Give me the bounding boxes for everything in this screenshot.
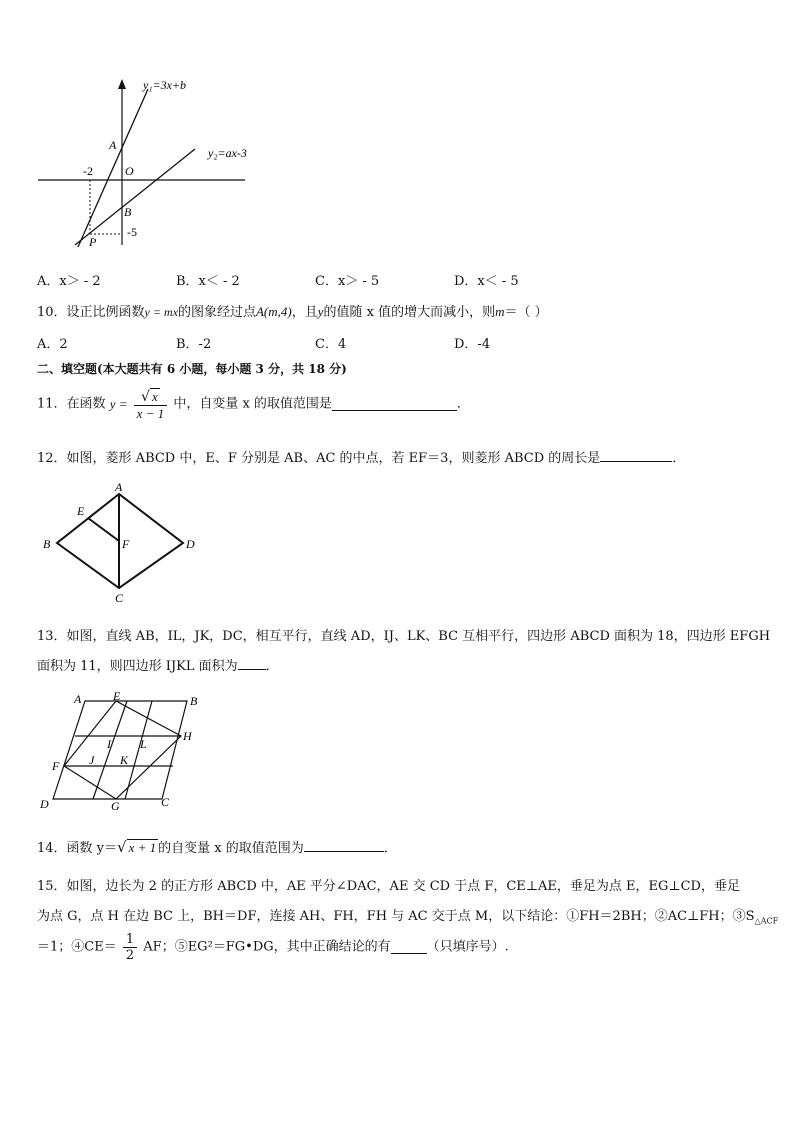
fig13-label-E: E bbox=[113, 689, 121, 703]
q9-option-b: B．x＜ - 2 bbox=[176, 274, 240, 289]
q10-text-d: 的值随 x 值的增大而减小，则 bbox=[323, 305, 496, 320]
question-12 bbox=[37, 447, 685, 466]
q11-fraction: $\frac{√ x}{x - 1}$ bbox=[134, 388, 168, 421]
label-y1: y₁=3x+b bbox=[143, 78, 187, 92]
q10-text-a: 10．设正比例函数 bbox=[37, 305, 145, 320]
q10-option-a: A．2 bbox=[37, 337, 68, 352]
label-A: A bbox=[109, 138, 117, 152]
q10-text-c: ，且 bbox=[291, 305, 318, 320]
q13-line2-text: 面积为 11，则四边形 IJKL 面积为 bbox=[37, 659, 238, 674]
question-15-line1: 15．如图，边长为 2 的正方形 ABCD 中，AE 平分∠DAC，AE 交 CD 于点 F，CE⊥AE，垂足为点 E，EG⊥CD，垂足 bbox=[37, 879, 740, 894]
q15-line2-text: 为点 G，点 H 在边 BC 上，BH＝DF，连接 AH、FH，FH 与 AC 交于点 M，以下结论：①FH＝2BH；②AC⊥FH；③S bbox=[37, 909, 755, 924]
question-15-line3 bbox=[37, 932, 509, 963]
question-15-line2 bbox=[37, 905, 778, 926]
question-13-line2 bbox=[37, 655, 279, 674]
q15-line3-b: AF；⑤EG²＝FG•DG，其中正确结论的有 bbox=[143, 939, 391, 955]
line-lk bbox=[125, 701, 152, 799]
fig13-label-C: C bbox=[161, 795, 170, 809]
q9-option-d: D．x＜ - 5 bbox=[454, 274, 519, 289]
label-minus5: -5 bbox=[127, 225, 137, 239]
fig12-label-E: E bbox=[77, 504, 85, 518]
q11-denominator: x − 1 bbox=[136, 406, 165, 421]
fig13-label-J: J bbox=[89, 753, 95, 767]
question-13-line1: 13．如图，直线 AB，IL，JK，DC，相互平行，直线 AD，IJ、LK、BC 互相平行，四边形 ABCD 面积为 18，四边形 EFGH bbox=[37, 629, 771, 644]
fig13-label-I: I bbox=[107, 737, 111, 751]
q15-line3-c: （只填序号）. bbox=[426, 939, 509, 955]
label-y2: y₂=ax-3 bbox=[208, 146, 247, 160]
fig13-label-K: K bbox=[120, 753, 129, 767]
fig13-label-H: H bbox=[183, 729, 192, 743]
q10-text-e: ＝（ ） bbox=[504, 305, 548, 320]
section-2-title: 二、填空题(本大题共有 6 小题，每小题 3 分，共 18 分) bbox=[37, 362, 347, 376]
fig13-label-B: B bbox=[190, 694, 198, 708]
q11-answer-blank[interactable] bbox=[332, 398, 457, 411]
q10-var-m: m bbox=[495, 304, 505, 319]
question-11 bbox=[37, 388, 470, 421]
q12-rhombus-figure bbox=[38, 478, 208, 608]
q11-text-b: 中，自变量 x 的取值范围是 bbox=[173, 396, 332, 412]
fig12-label-C: C bbox=[115, 591, 124, 605]
q10-text-b: 的图象经过点 bbox=[177, 305, 256, 320]
q15-fraction bbox=[123, 932, 137, 963]
fig13-label-L: L bbox=[140, 737, 147, 751]
fig12-label-B: B bbox=[43, 537, 51, 551]
question-14: 14．函数 y＝√ x + 1 的自变量 x 的取值范围为 ． bbox=[37, 838, 397, 856]
q10-point: A(m,4) bbox=[255, 304, 292, 319]
q9-option-c: C．x＞ - 5 bbox=[315, 274, 380, 289]
q10-option-c: C．4 bbox=[315, 337, 347, 352]
q14-text-b: 的自变量 x 的取值范围为 bbox=[158, 841, 304, 856]
q12-text-end: ． bbox=[672, 451, 686, 466]
label-P: P bbox=[89, 235, 97, 249]
fig13-label-G: G bbox=[111, 799, 120, 813]
label-minus2: -2 bbox=[83, 164, 93, 178]
segment-ef bbox=[88, 518, 119, 541]
q15-frac-num: 1 bbox=[123, 932, 137, 948]
q14-text-a: 14．函数 y＝ bbox=[37, 841, 118, 856]
q13-answer-blank[interactable] bbox=[238, 657, 266, 670]
q12-text: 12．如图，菱形 ABCD 中，E、F 分别是 AB、AC 的中点，若 EF＝3，则菱形 ABCD 的周长是 bbox=[37, 451, 601, 466]
q12-answer-blank[interactable] bbox=[600, 449, 672, 462]
q9-graph-figure bbox=[30, 75, 270, 255]
q14-text-end: ． bbox=[383, 841, 397, 856]
y-axis-arrow bbox=[118, 79, 126, 89]
label-O: O bbox=[125, 164, 134, 178]
q9-option-a: A．x＞ - 2 bbox=[37, 274, 101, 289]
q10-func: y = mx bbox=[144, 305, 178, 319]
q15-subscript: △ACF bbox=[754, 916, 779, 926]
q11-numerator: x bbox=[151, 389, 158, 404]
question-10 bbox=[37, 301, 548, 320]
q14-radicand: x + 1 bbox=[128, 840, 157, 855]
fig13-label-D: D bbox=[40, 797, 49, 811]
fig12-label-A: A bbox=[115, 480, 123, 494]
fig13-label-A: A bbox=[74, 692, 82, 706]
q15-frac-den: 2 bbox=[125, 948, 135, 963]
fig12-label-F: F bbox=[122, 537, 130, 551]
fig13-label-F: F bbox=[52, 759, 60, 773]
q10-var-y: y bbox=[317, 304, 324, 319]
q11-y-eq: y = bbox=[109, 396, 128, 412]
q13-parallelogram-figure bbox=[35, 688, 215, 813]
q10-option-b: B．-2 bbox=[176, 337, 212, 352]
q11-text-a: 11．在函数 bbox=[37, 396, 106, 412]
q13-text-end: ． bbox=[265, 659, 279, 674]
q15-line3-a: ＝1；④CE＝ bbox=[37, 939, 117, 955]
q11-text-end: ． bbox=[456, 396, 470, 412]
fig12-label-D: D bbox=[186, 537, 195, 551]
label-B: B bbox=[124, 205, 132, 219]
q14-answer-blank[interactable] bbox=[304, 839, 384, 852]
q10-option-d: D．-4 bbox=[454, 337, 491, 352]
q15-answer-blank[interactable] bbox=[391, 941, 427, 954]
